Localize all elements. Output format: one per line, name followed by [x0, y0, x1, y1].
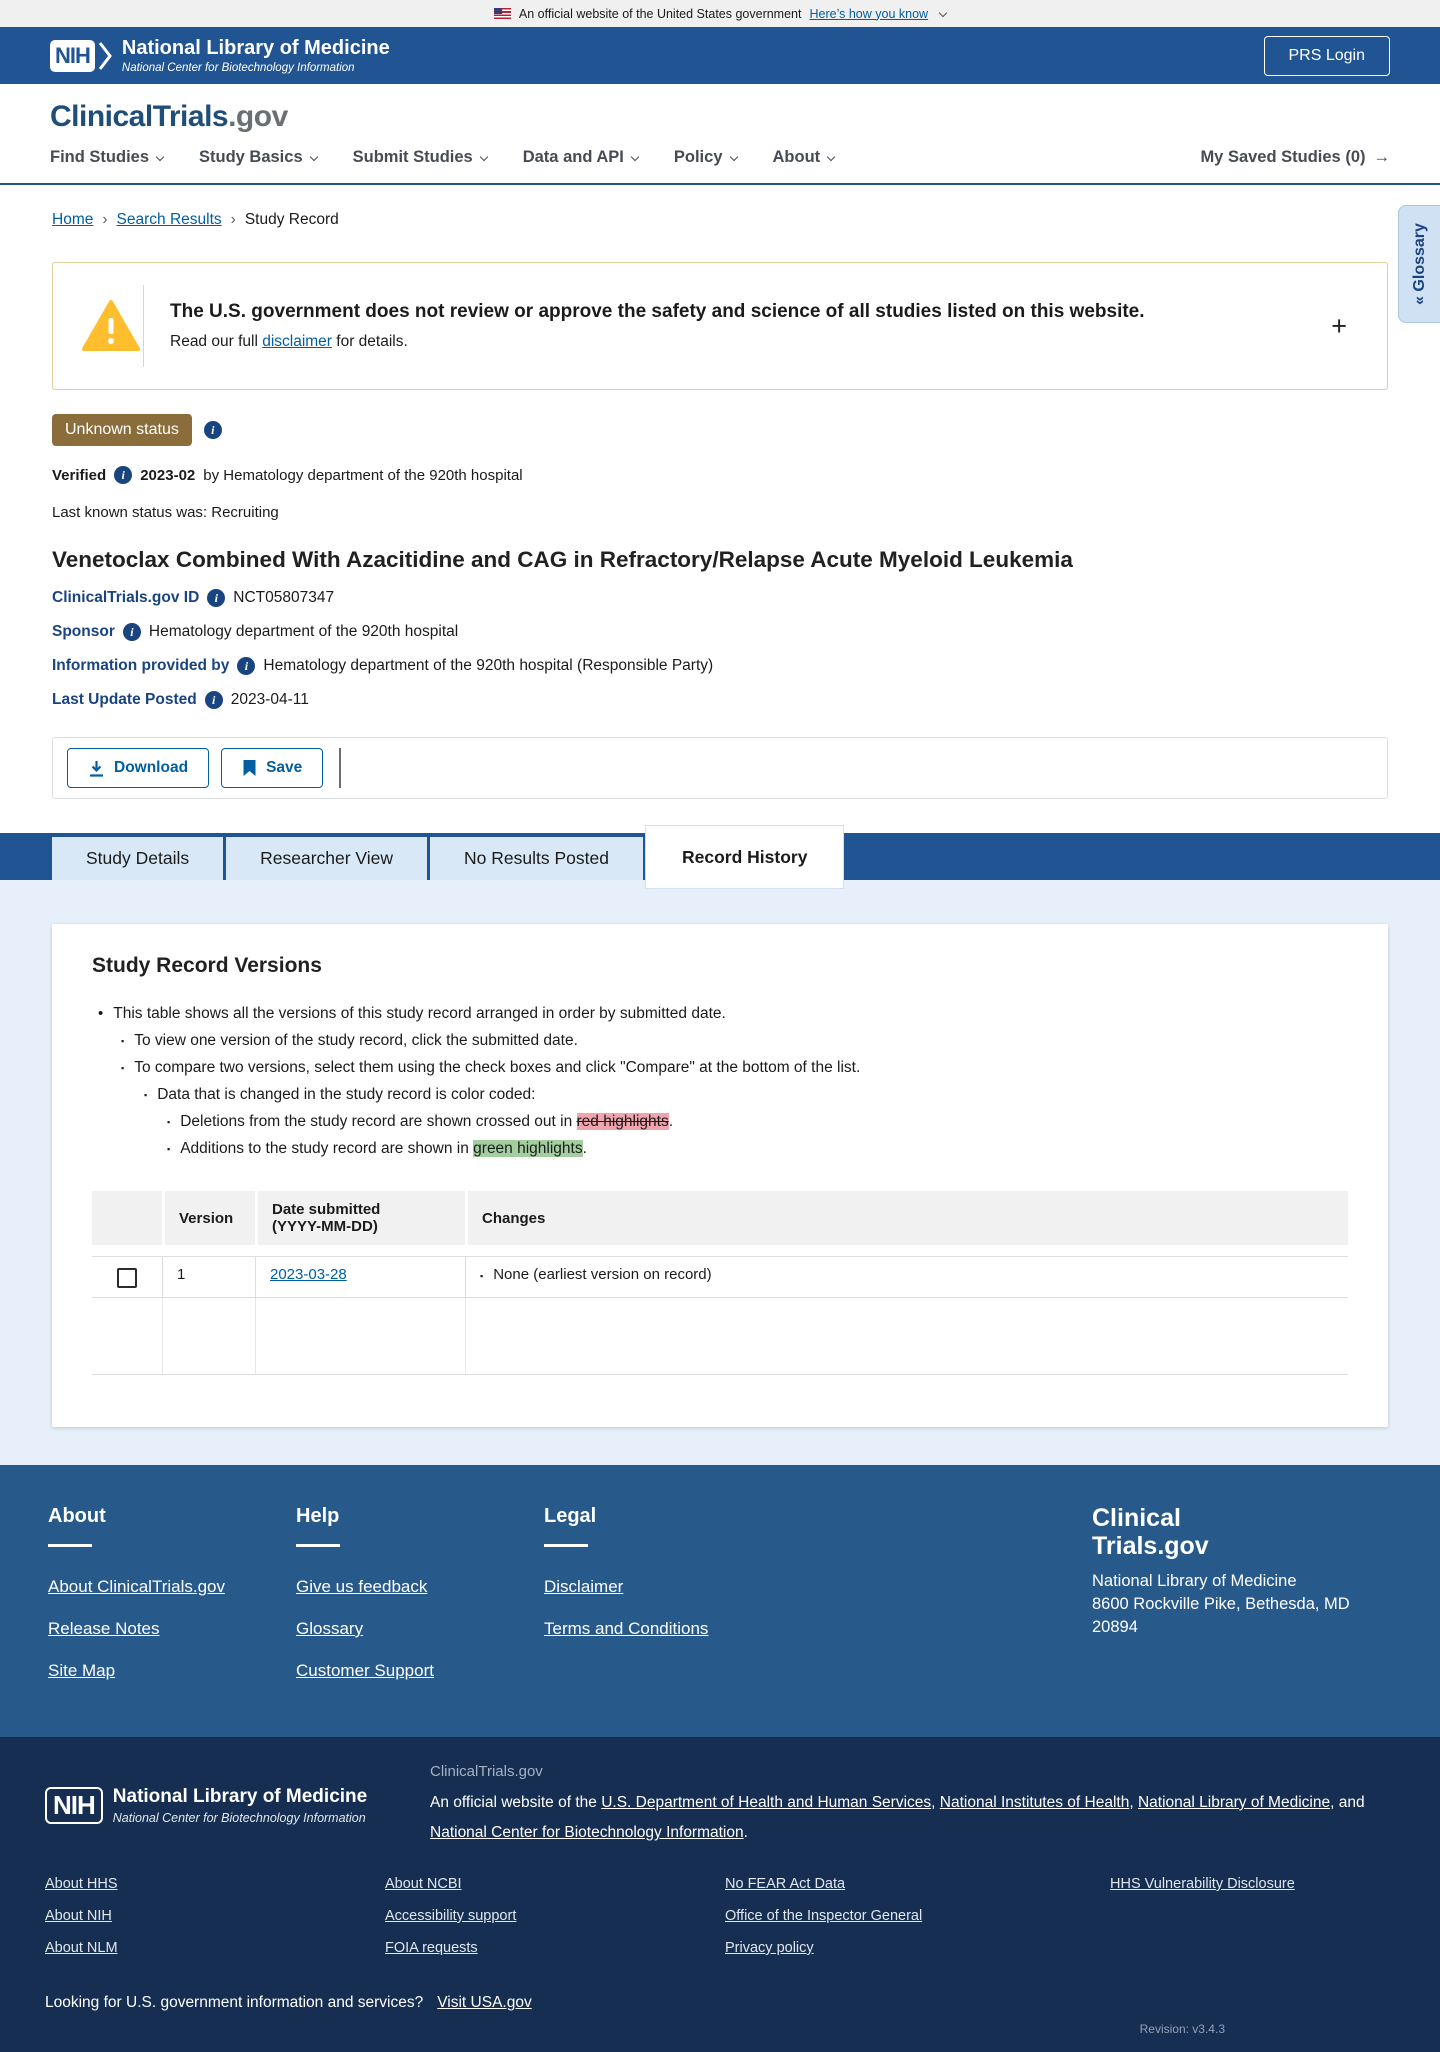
- footer-link-about-nlm[interactable]: About NLM: [45, 1940, 118, 1956]
- footer-link-accessibility[interactable]: Accessibility support: [385, 1908, 517, 1924]
- footer-link-no-fear[interactable]: No FEAR Act Data: [725, 1876, 846, 1892]
- nav-label: Policy: [673, 148, 723, 166]
- table-spacer: [92, 1245, 1348, 1256]
- download-button[interactable]: [67, 748, 209, 788]
- nav-label: About: [772, 148, 821, 166]
- date-column-header: [255, 1191, 465, 1245]
- footer-link-about-clinicaltrials[interactable]: About ClinicalTrials.gov: [48, 1577, 225, 1596]
- download-label: Download: [114, 759, 189, 776]
- footer-links-col1: [45, 1876, 385, 1972]
- verified-date: 2023-02: [140, 466, 196, 484]
- last-update-label: Last Update Posted: [52, 691, 197, 708]
- actions-toolbar: [52, 737, 1388, 799]
- glossary-tab-label: « Glossary: [1410, 223, 1428, 305]
- nav-item-data-and-api[interactable]: [523, 148, 638, 183]
- info-icon[interactable]: i: [204, 421, 222, 439]
- deletions-post: .: [668, 1113, 674, 1130]
- last-update-value: 2023-04-11: [230, 691, 309, 708]
- warning-triangle-icon: [79, 300, 143, 352]
- date-header-line2: (YYYY-MM-DD): [272, 1218, 378, 1235]
- footer-logo-line2: Trials.gov: [1092, 1531, 1209, 1560]
- visit-usa-gov-link[interactable]: Visit USA.gov: [437, 1994, 532, 2011]
- verified-by: by Hematology department of the 920th hospital: [203, 466, 523, 484]
- divider: [339, 748, 341, 788]
- versions-instructions: [92, 1004, 1348, 1159]
- info-icon[interactable]: i: [114, 466, 132, 484]
- nlm-footer-links: [45, 1876, 1395, 1972]
- chevron-down-icon: [309, 152, 317, 160]
- usa-gov-text: Looking for U.S. government information and services?: [45, 1994, 424, 2011]
- bullet-text: Data that is changed in the study record is color coded:: [157, 1086, 536, 1103]
- gov-banner-text: An official website of the United States government: [518, 6, 802, 21]
- bullet-text: This table shows all the versions of this study record arranged in order by submitted date.: [113, 1005, 726, 1022]
- breadcrumb: [0, 185, 1440, 229]
- tab-no-results-posted[interactable]: No Results Posted: [430, 837, 646, 880]
- nav-item-find-studies[interactable]: [50, 148, 163, 183]
- expand-banner-button[interactable]: +: [1331, 310, 1347, 341]
- table-row: [92, 1256, 1348, 1298]
- version-column-header: Version: [162, 1191, 255, 1245]
- versions-table-header: [92, 1191, 1348, 1245]
- address-line: 20894: [1092, 1618, 1138, 1637]
- versions-table: [92, 1191, 1348, 1375]
- tab-study-details[interactable]: Study Details: [52, 837, 226, 880]
- footer-column-heading: Help: [296, 1505, 340, 1527]
- bullet-icon: ▪: [167, 1117, 171, 1127]
- hhs-link[interactable]: U.S. Department of Health and Human Services: [601, 1794, 932, 1811]
- footer-link-privacy[interactable]: Privacy policy: [725, 1940, 814, 1956]
- footer-logo-line1: Clinical: [1092, 1504, 1181, 1532]
- chevron-down-icon: [156, 152, 164, 160]
- nih-logo[interactable]: [50, 40, 112, 72]
- gov-banner: [0, 0, 1440, 27]
- nav-item-policy[interactable]: [674, 148, 737, 183]
- version-cell: 1: [162, 1257, 255, 1297]
- address-line: 8600 Rockville Pike, Bethesda, MD: [1092, 1595, 1350, 1614]
- list-item: [121, 1031, 1348, 1051]
- official-pre: An official website of the: [430, 1794, 602, 1811]
- versions-heading: Study Record Versions: [92, 954, 322, 977]
- nih-footer-logo-block: [45, 1763, 430, 1848]
- nav-item-about[interactable]: [773, 148, 835, 183]
- divider: [296, 1544, 340, 1547]
- breadcrumb-search-results-link[interactable]: Search Results: [116, 211, 222, 228]
- list-item: [121, 1058, 1348, 1078]
- ncbi-subtitle: National Center for Biotechnology Information: [121, 62, 355, 74]
- main-nav: [0, 134, 1440, 185]
- nih-logo-text: NIH: [50, 40, 95, 72]
- tab-record-history[interactable]: Record History: [646, 826, 843, 888]
- date-cell: [255, 1257, 465, 1297]
- download-icon: [88, 760, 105, 777]
- save-label: Save: [266, 759, 303, 776]
- warning-read-pre: Read our full: [170, 333, 263, 350]
- table-empty-area: [92, 1298, 1348, 1374]
- footer-about-column: [48, 1505, 296, 1681]
- information-provided-value: Hematology department of the 920th hospital (Responsible Party): [263, 657, 714, 674]
- footer-link-site-map[interactable]: Site Map: [48, 1661, 116, 1680]
- tab-researcher-view[interactable]: Researcher View: [226, 837, 430, 880]
- bullet-icon: ▪: [121, 1063, 125, 1073]
- bullet-text: [180, 1139, 587, 1159]
- warning-text: [144, 301, 1145, 351]
- footer-links-col2: [385, 1876, 725, 1972]
- footer-link-terms[interactable]: Terms and Conditions: [544, 1619, 709, 1638]
- bookmark-icon: [242, 759, 257, 777]
- study-record-versions-card: [52, 924, 1388, 1427]
- footer-link-about-ncbi[interactable]: About NCBI: [385, 1876, 462, 1892]
- revision-label: Revision: v3.4.3: [1139, 2022, 1225, 2036]
- site-footer: [0, 1465, 1440, 1737]
- nlm-title: National Library of Medicine: [121, 37, 390, 59]
- chevron-down-icon: [827, 152, 835, 160]
- nlm-footer: [0, 1737, 1440, 2052]
- chevron-down-icon: [729, 152, 737, 160]
- warning-read-post: for details.: [331, 333, 408, 350]
- checkbox-cell: [92, 1257, 162, 1297]
- additions-pre: Additions to the study record are shown in: [180, 1140, 474, 1157]
- nav-item-study-basics[interactable]: [199, 148, 317, 183]
- separator: ,: [931, 1794, 940, 1811]
- list-item: [167, 1112, 1348, 1132]
- footer-address: [1092, 1570, 1392, 1639]
- footer-column-heading: About: [48, 1505, 106, 1527]
- logo-row: [0, 84, 1440, 134]
- ncbi-footer-subtitle: National Center for Biotechnology Information: [112, 1811, 366, 1825]
- government-disclaimer-banner: [52, 262, 1388, 390]
- study-tabs: [0, 833, 1440, 880]
- address-line: National Library of Medicine: [1092, 1572, 1297, 1590]
- footer-link-about-hhs[interactable]: About HHS: [45, 1876, 118, 1892]
- red-highlight-sample: red highlights: [576, 1113, 669, 1130]
- verified-line: [52, 466, 1388, 484]
- nct-id-row: [52, 589, 1388, 607]
- changes-text: None (earliest version on record): [493, 1266, 712, 1283]
- footer-link-about-nih[interactable]: About NIH: [45, 1908, 112, 1924]
- nav-label: Find Studies: [50, 148, 149, 166]
- bullet-icon: ▪: [167, 1144, 171, 1154]
- nav-label: Study Basics: [199, 148, 303, 166]
- bullet-text: To compare two versions, select them using the check boxes and click "Compare" at the bottom of the list.: [134, 1059, 861, 1076]
- bullet-icon: ▪: [144, 1090, 148, 1100]
- separator: ,: [1129, 1794, 1138, 1811]
- checkbox-column-header: [92, 1191, 162, 1245]
- us-flag-icon: [494, 8, 511, 19]
- info-icon[interactable]: i: [123, 623, 141, 641]
- warning-title: The U.S. government does not review or approve the safety and science of all studies listed on this website.: [170, 301, 1145, 322]
- info-icon[interactable]: i: [237, 657, 255, 675]
- chevron-down-icon: [631, 152, 639, 160]
- footer-links-col3: [725, 1876, 1110, 1972]
- sponsor-label: Sponsor: [52, 623, 115, 640]
- sponsor-value: Hematology department of the 920th hospital: [148, 623, 459, 640]
- information-provided-row: [52, 657, 1388, 675]
- divider: [544, 1544, 588, 1547]
- glossary-side-tab[interactable]: [1398, 205, 1440, 323]
- bullet-icon: ▪: [480, 1271, 484, 1281]
- nlm-header: [0, 27, 1440, 84]
- prs-login-button[interactable]: PRS Login: [1264, 36, 1391, 76]
- green-highlight-sample: green highlights: [473, 1140, 583, 1157]
- nct-id-label: ClinicalTrials.gov ID: [52, 589, 200, 606]
- footer-links-col4: [1110, 1876, 1395, 1972]
- separator: .: [743, 1824, 748, 1841]
- changes-column-header: Changes: [465, 1191, 1348, 1245]
- official-website-block: [430, 1763, 1395, 1848]
- last-known-status: Last known status was: Recruiting: [52, 504, 279, 521]
- disclaimer-link[interactable]: disclaimer: [262, 333, 332, 350]
- list-item: [167, 1139, 1348, 1159]
- footer-link-disclaimer[interactable]: Disclaimer: [544, 1577, 624, 1596]
- nlm-header-text: [122, 37, 390, 74]
- nav-label: Submit Studies: [352, 148, 473, 166]
- breadcrumb-separator: ›: [230, 211, 236, 228]
- footer-column-heading: Legal: [544, 1505, 597, 1527]
- how-you-know-link[interactable]: Here’s how you know: [809, 6, 929, 21]
- info-icon[interactable]: i: [207, 589, 225, 607]
- ncbi-link[interactable]: National Center for Biotechnology Information: [430, 1824, 744, 1841]
- official-website-text: [430, 1788, 1395, 1848]
- status-row: [52, 414, 1388, 446]
- logo-part1: ClinicalTrials: [50, 100, 229, 133]
- usa-gov-line: [45, 1994, 1395, 2012]
- footer-link-hhs-vulnerability[interactable]: HHS Vulnerability Disclosure: [1110, 1876, 1295, 1892]
- study-title: Venetoclax Combined With Azacitidine and CAG in Refractory/Relapse Acute Myeloid Leukemia: [52, 547, 1073, 572]
- save-button[interactable]: [221, 748, 323, 788]
- verified-label: Verified: [52, 466, 107, 484]
- logo-part2: .gov: [228, 100, 288, 133]
- date-header-line1: Date submitted: [272, 1201, 381, 1218]
- breadcrumb-separator: ›: [102, 211, 108, 228]
- info-icon[interactable]: i: [205, 691, 223, 709]
- nlm-footer-top: [45, 1763, 1395, 1848]
- breadcrumb-current: Study Record: [244, 211, 339, 228]
- record-history-panel: [0, 880, 1440, 1465]
- my-saved-studies-link[interactable]: [1200, 148, 1390, 183]
- nct-id-value: NCT05807347: [233, 589, 335, 606]
- information-provided-label: Information provided by: [52, 657, 230, 674]
- warning-read-line: [170, 333, 1145, 351]
- footer-site-name: ClinicalTrials.gov: [430, 1763, 543, 1780]
- chevron-down-icon: [479, 152, 487, 160]
- changes-cell: [465, 1257, 1348, 1297]
- footer-brand-block: [1092, 1505, 1392, 1681]
- nih-logo-chevron-icon: [98, 41, 112, 71]
- arrow-right-icon: →: [1373, 148, 1390, 166]
- footer-help-column: [296, 1505, 544, 1681]
- footer-link-inspector-general[interactable]: Office of the Inspector General: [725, 1908, 923, 1924]
- list-item: [98, 1004, 1348, 1024]
- deletions-pre: Deletions from the study record are shown crossed out in: [180, 1113, 577, 1130]
- footer-link-release-notes[interactable]: Release Notes: [48, 1619, 160, 1638]
- version-date-link[interactable]: 2023-03-28: [270, 1266, 347, 1283]
- chevron-down-icon: [939, 8, 947, 16]
- nlm-footer-title: National Library of Medicine: [112, 1786, 368, 1807]
- bullet-icon: •: [98, 1005, 104, 1022]
- nav-label: Data and API: [522, 148, 624, 166]
- bullet-icon: ▪: [121, 1036, 125, 1046]
- breadcrumb-home-link[interactable]: Home: [52, 211, 94, 228]
- list-item: [144, 1085, 1348, 1105]
- footer-link-glossary[interactable]: Glossary: [296, 1619, 364, 1638]
- nlm-footer-text: [113, 1786, 367, 1825]
- saved-label: My Saved Studies (0): [1200, 148, 1366, 166]
- footer-link-feedback[interactable]: Give us feedback: [296, 1577, 428, 1596]
- bullet-text: To view one version of the study record, click the submitted date.: [134, 1032, 578, 1049]
- separator: , and: [1330, 1794, 1365, 1811]
- nlm-link[interactable]: National Library of Medicine: [1137, 1794, 1331, 1811]
- nih-link[interactable]: National Institutes of Health: [939, 1794, 1130, 1811]
- sponsor-row: [52, 623, 1388, 641]
- last-update-row: [52, 691, 1388, 709]
- footer-clinicaltrials-logo: [1092, 1505, 1392, 1560]
- footer-link-foia[interactable]: FOIA requests: [385, 1940, 478, 1956]
- bullet-text: [180, 1112, 673, 1132]
- status-badge: Unknown status: [52, 414, 192, 446]
- additions-post: .: [582, 1140, 587, 1157]
- clinicaltrials-logo[interactable]: [50, 100, 288, 133]
- nav-item-submit-studies[interactable]: [353, 148, 487, 183]
- nih-logo[interactable]: NIH: [45, 1787, 103, 1824]
- footer-link-customer-support[interactable]: Customer Support: [296, 1661, 434, 1680]
- divider: [48, 1544, 92, 1547]
- version-checkbox[interactable]: [117, 1268, 137, 1288]
- footer-legal-column: [544, 1505, 792, 1681]
